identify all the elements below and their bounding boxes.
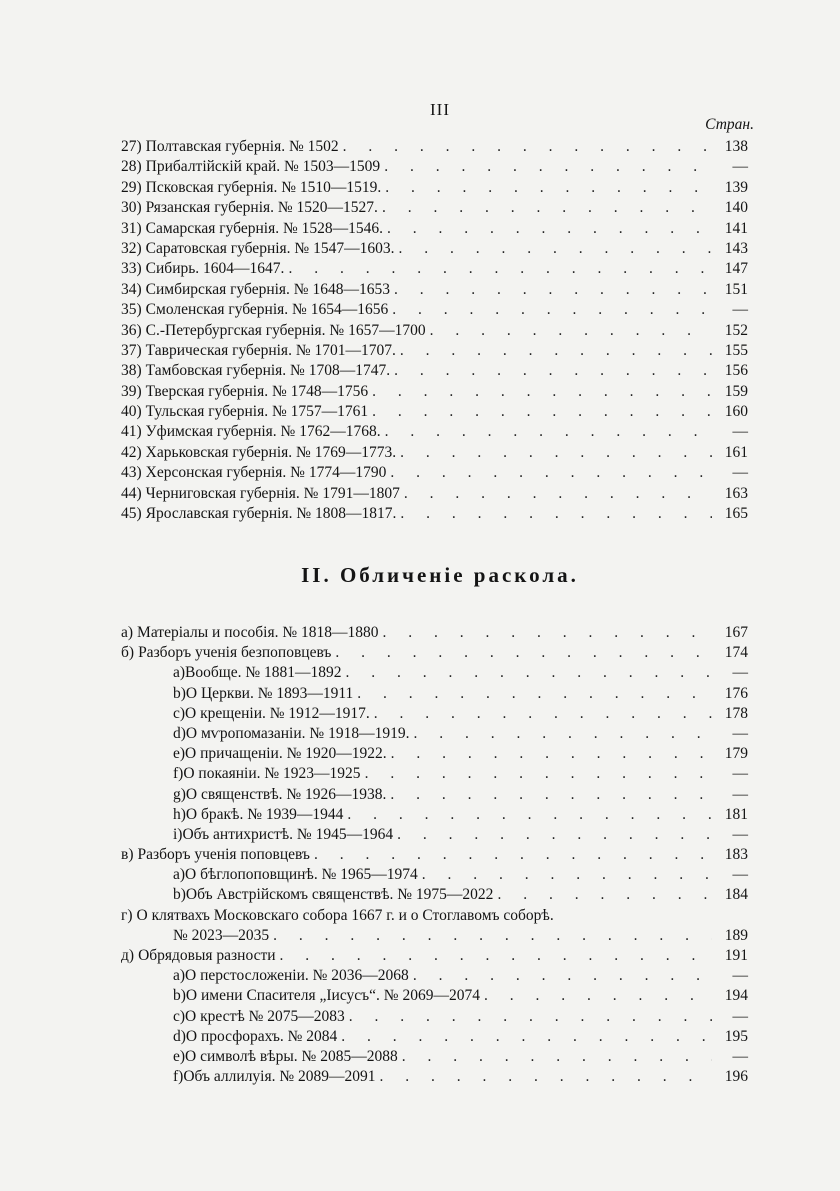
toc-entry (121, 259, 748, 279)
refutation-toc (121, 623, 748, 1087)
toc-entry-number: 35) (121, 301, 142, 319)
toc-entry-title: Таврическая губернія. № 1701—1707. (145, 341, 396, 359)
toc-entry-page: 183 (724, 846, 748, 864)
toc-entry (121, 785, 748, 805)
toc-entry (121, 280, 748, 300)
toc-entry (121, 724, 748, 744)
dot-leader (341, 1027, 712, 1047)
dot-leader (314, 845, 712, 865)
toc-entry-title: Уфимская губернія. № 1762—1768. (145, 423, 381, 441)
toc-entry-title: Полтавская губернія. № 1502 (145, 138, 339, 155)
toc-entry (121, 744, 748, 764)
dot-leader (346, 663, 713, 683)
toc-entry-number: i) (173, 825, 183, 843)
toc-entry-title: С.-Петербургская губернія. № 1657—1700 (145, 321, 426, 339)
toc-entry (121, 825, 748, 845)
dot-leader (404, 484, 712, 504)
toc-entry-page: — (732, 785, 748, 803)
toc-entry-page: 167 (724, 624, 748, 641)
toc-entry-number: 39) (121, 382, 142, 400)
toc-entry-number: b) (173, 684, 186, 702)
toc-entry-page: 138 (724, 138, 748, 155)
toc-entry (121, 704, 748, 724)
toc-entry-page: 160 (724, 403, 748, 421)
toc-entry-title: О покаяніи. № 1923—1925 (183, 765, 361, 783)
toc-entry-number: b) (173, 987, 186, 1005)
toc-entry-title: Ярославская губернія. № 1808—1817. (145, 505, 397, 523)
toc-entry-number: e) (173, 745, 186, 763)
toc-entry-page: 143 (724, 239, 748, 257)
toc-entry-number: 32) (121, 239, 142, 257)
toc-entry-number: г) (121, 906, 133, 924)
toc-entry-page: — (732, 866, 748, 884)
dot-leader (413, 724, 712, 744)
toc-entry-page: 151 (724, 280, 748, 298)
toc-entry (121, 684, 748, 704)
toc-entry-number: d) (173, 724, 186, 742)
toc-entry (121, 885, 748, 905)
toc-entry-title: Самарская губернія. № 1528—1546. (145, 219, 384, 237)
toc-entry (121, 504, 748, 524)
toc-entry-number: 27) (121, 138, 142, 155)
toc-entry-page: 178 (724, 704, 748, 722)
dot-leader (413, 966, 712, 986)
toc-entry-page: — (732, 158, 748, 176)
toc-entry-title: О священствѣ. № 1926—1938. (185, 785, 387, 803)
toc-entry-page: 141 (724, 219, 748, 237)
toc-entry (121, 845, 748, 865)
toc-entry-page: 165 (724, 505, 748, 523)
toc-entry-title: О бракѣ. № 1939—1944 (185, 805, 344, 823)
dot-leader (398, 239, 712, 259)
toc-entry-number: f) (173, 765, 184, 783)
dot-leader (343, 137, 712, 157)
dot-leader (394, 361, 712, 381)
dot-leader (384, 157, 712, 177)
page-column-header: Стран. (705, 116, 754, 133)
toc-entry-title: Херсонская губернія. № 1774—1790 (145, 464, 387, 482)
toc-entry-title: Тульская губернія. № 1757—1761 (145, 403, 369, 421)
toc-entry-number: 29) (121, 178, 142, 196)
toc-entry-title: Матеріалы и пособія. № 1818—1880 (137, 624, 379, 641)
dot-leader (422, 865, 712, 885)
dot-leader (383, 623, 712, 643)
toc-entry (121, 906, 748, 926)
toc-entry-page: — (732, 301, 748, 319)
dot-leader (280, 946, 712, 966)
toc-entry-title: О имени Спасителя „Іисусъ“. № 2069—2074 (185, 987, 480, 1005)
dot-leader (385, 178, 712, 198)
dot-leader (394, 280, 712, 300)
toc-entry-title: Разборъ ученія безпоповцевъ (138, 644, 332, 662)
toc-entry-page: 189 (724, 926, 748, 944)
toc-entry (121, 623, 748, 643)
toc-entry-number: д) (121, 947, 135, 964)
toc-entry-title: Рязанская губернія. № 1520—1527. (145, 199, 378, 217)
toc-entry-title: О просфорахъ. № 2084 (185, 1027, 338, 1045)
dot-leader (397, 825, 712, 845)
toc-entry (121, 484, 748, 504)
section-title: II. Обличеніе раскола. (301, 563, 579, 587)
dot-leader (391, 744, 712, 764)
toc-entry-title: Тверская губернія. № 1748—1756 (145, 382, 369, 400)
toc-entry (121, 422, 748, 442)
toc-entry-page: — (732, 765, 748, 783)
toc-entry (121, 443, 748, 463)
toc-entry (121, 239, 748, 259)
toc-entry-title: О причащеніи. № 1920—1922. (185, 745, 387, 763)
toc-entry-number: a) (173, 866, 186, 884)
page-folio: III (430, 100, 450, 119)
toc-entry-title: Объ антихристѣ. № 1945—1964 (182, 825, 394, 843)
toc-entry-number: g) (173, 785, 186, 803)
toc-entry (121, 966, 748, 986)
dot-leader (484, 986, 712, 1006)
dot-leader (357, 684, 712, 704)
toc-entry (121, 1047, 748, 1067)
toc-entry-number: h) (173, 805, 186, 823)
dot-leader (372, 382, 712, 402)
toc-entry-number: 43) (121, 464, 142, 482)
toc-entry-title: О бѣглопоповщинѣ. № 1965—1974 (185, 866, 418, 884)
toc-entry-page: 179 (724, 745, 748, 763)
toc-entry-number: b) (173, 886, 186, 904)
toc-entry-title: О мѵропомазаніи. № 1918—1919. (185, 724, 410, 742)
toc-entry-number: 36) (121, 321, 142, 339)
toc-entry (121, 157, 748, 177)
dot-leader (288, 259, 712, 279)
toc-entry-title: О перстосложеніи. № 2036—2068 (185, 967, 409, 985)
dot-leader (430, 321, 712, 341)
toc-entry-page: 155 (724, 341, 748, 359)
dot-leader (390, 463, 712, 483)
toc-entry-page: — (732, 1047, 748, 1065)
toc-entry-title: О символѣ вѣры. № 2085—2088 (185, 1047, 398, 1065)
toc-entry-number: 38) (121, 362, 142, 380)
toc-entry-page: — (732, 423, 748, 441)
dot-leader (365, 764, 712, 784)
toc-entry (121, 178, 748, 198)
toc-entry-page: 195 (724, 1027, 748, 1045)
toc-entry-title: О Церкви. № 1893—1911 (185, 684, 354, 702)
toc-entry-number: e) (173, 1047, 186, 1065)
toc-entry-page: 140 (724, 199, 748, 217)
toc-entry-number: a) (173, 664, 186, 682)
toc-entry-page: — (732, 967, 748, 985)
toc-entry (121, 946, 748, 966)
toc-entry-page: 196 (724, 1068, 748, 1086)
toc-entry-page: 194 (724, 987, 748, 1005)
toc-entry-number: б) (121, 644, 135, 662)
toc-entry-number: 31) (121, 219, 142, 237)
dot-leader (335, 643, 712, 663)
dot-leader (387, 219, 712, 239)
toc-entry-page: 147 (724, 260, 748, 278)
dot-leader (497, 885, 712, 905)
toc-entry-title: Разборъ ученія поповцевъ (137, 846, 310, 864)
provinces-toc (121, 137, 748, 524)
toc-entry (121, 1027, 748, 1047)
toc-entry-number: 30) (121, 199, 142, 217)
toc-entry-title: Объ Австрійскомъ священствѣ. № 1975—2022 (185, 886, 494, 904)
toc-entry-title: Симбирская губернія. № 1648—1653 (145, 280, 390, 298)
toc-entry (121, 805, 748, 825)
toc-entry-title: О крещеніи. № 1912—1917. (185, 704, 370, 722)
dot-leader (372, 402, 712, 422)
dot-leader (385, 422, 712, 442)
toc-entry (121, 986, 748, 1006)
dot-leader (380, 1067, 712, 1087)
toc-entry-title: О крестѣ № 2075—2083 (185, 1007, 345, 1025)
toc-entry (121, 926, 748, 946)
toc-entry-page: — (732, 664, 748, 682)
toc-entry-title: Смоленская губернія. № 1654—1656 (145, 301, 389, 319)
toc-entry-title: Саратовская губернія. № 1547—1603. (145, 239, 395, 257)
dot-leader (392, 300, 712, 320)
toc-entry-number: 45) (121, 505, 142, 523)
toc-entry-number: f) (173, 1068, 184, 1086)
toc-entry-page: 161 (724, 443, 748, 461)
toc-entry-page: — (732, 724, 748, 742)
dot-leader (400, 341, 712, 361)
dot-leader (402, 1047, 712, 1067)
toc-entry (121, 643, 748, 663)
toc-entry-page: — (732, 464, 748, 482)
dot-leader (400, 443, 712, 463)
toc-entry-page: — (732, 1007, 748, 1025)
dot-leader (382, 198, 712, 218)
toc-entry-number: 42) (121, 443, 142, 461)
toc-entry-number: 44) (121, 484, 142, 502)
toc-entry (121, 300, 748, 320)
toc-entry-number: в) (121, 846, 134, 864)
toc-entry-title: Тамбовская губернія. № 1708—1747. (145, 362, 391, 380)
toc-entry-page: 191 (724, 947, 748, 964)
toc-entry-page: 139 (724, 178, 748, 196)
toc-entry-number: a) (173, 967, 186, 985)
toc-entry (121, 361, 748, 381)
toc-entry-title: Псковская губернія. № 1510—1519. (145, 178, 382, 196)
toc-entry-title: Сибирь. 1604—1647. (145, 260, 285, 278)
toc-entry (121, 321, 748, 341)
toc-entry-title: Черниговская губернія. № 1791—1807 (145, 484, 400, 502)
toc-entry (121, 382, 748, 402)
toc-entry-title: Прибалтійскій край. № 1503—1509 (145, 158, 381, 176)
toc-entry (121, 865, 748, 885)
toc-entry-number: 34) (121, 280, 142, 298)
dot-leader (273, 926, 712, 946)
toc-entry-number: c) (173, 1007, 186, 1025)
toc-entry-page: 176 (724, 684, 748, 702)
dot-leader (400, 504, 712, 524)
dot-leader (374, 704, 712, 724)
toc-entry (121, 463, 748, 483)
toc-entry-page: 159 (724, 382, 748, 400)
toc-entry-number: а) (121, 624, 134, 641)
toc-entry (121, 341, 748, 361)
toc-entry-page: 152 (724, 321, 748, 339)
toc-entry (121, 402, 748, 422)
toc-entry-page: 181 (724, 805, 748, 823)
toc-entry-title: Вообще. № 1881—1892 (185, 664, 342, 682)
toc-entry (121, 764, 748, 784)
toc-entry-page: 163 (724, 484, 748, 502)
toc-entry-number: 40) (121, 403, 142, 421)
dot-leader (349, 1007, 712, 1027)
toc-entry-number: 37) (121, 341, 142, 359)
toc-entry-number: 33) (121, 260, 142, 278)
toc-entry-page: 184 (724, 886, 748, 904)
toc-entry-number: 28) (121, 158, 142, 176)
dot-leader (347, 805, 712, 825)
toc-entry (121, 198, 748, 218)
toc-entry-number: 41) (121, 423, 142, 441)
toc-entry (121, 663, 748, 683)
toc-entry-page: — (732, 825, 748, 843)
toc-entry-title: Харьковская губернія. № 1769—1773. (145, 443, 397, 461)
toc-entry-title: Обрядовыя разности (138, 947, 276, 964)
dot-leader (390, 785, 712, 805)
toc-entry-title: Объ аллилуія. № 2089—2091 (183, 1068, 376, 1086)
toc-entry (121, 1007, 748, 1027)
toc-entry-number: d) (173, 1027, 186, 1045)
toc-entry (121, 219, 748, 239)
toc-entry (121, 137, 748, 157)
toc-entry-title: № 2023—2035 (173, 926, 270, 944)
toc-entry-title: О клятвахъ Московскаго собора 1667 г. и о Стоглавомъ соборѣ. (136, 906, 554, 924)
toc-entry-page: 174 (724, 644, 748, 662)
toc-entry-number: c) (173, 704, 186, 722)
toc-entry-page: 156 (724, 362, 748, 380)
toc-entry (121, 1067, 748, 1087)
